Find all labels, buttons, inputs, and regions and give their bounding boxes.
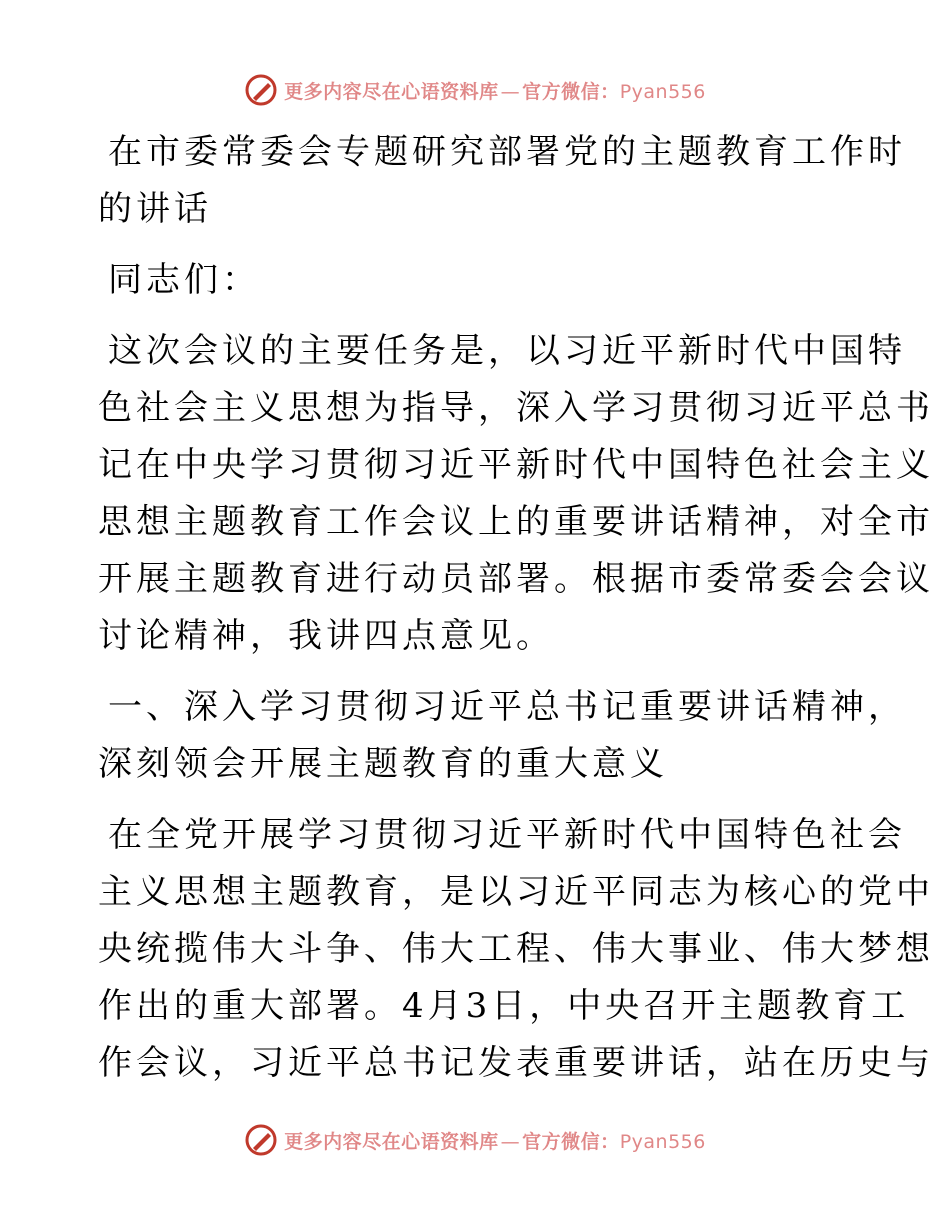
paragraph1-line-6: 讨论精神，我讲四点意见。 (98, 616, 554, 656)
paragraph2-line-5: 作会议，习近平总书记发表重要讲话，站在历史与 (98, 1043, 934, 1083)
banner-account-id: Pyan556 (619, 1130, 706, 1153)
footer-watermark-banner (0, 1120, 950, 1160)
salutation: 同志们： (108, 260, 260, 300)
banner-main-text: 更多内容尽在心语资料库 (284, 1130, 499, 1153)
banner-text (284, 77, 706, 104)
banner-account-id: Pyan556 (619, 80, 706, 103)
document-body (98, 124, 934, 1092)
paragraph1-line-2: 色社会主义思想为指导，深入学习贯彻习近平总书 (98, 388, 934, 428)
paragraph1-line-3: 记在中央学习贯彻习近平新时代中国特色社会主义 (98, 445, 934, 485)
paragraph2-line-1: 在全党开展学习贯彻习近平新时代中国特色社会 (108, 815, 906, 855)
paragraph2-line-3: 央统揽伟大斗争、伟大工程、伟大事业、伟大梦想 (98, 929, 934, 969)
banner-main-text: 更多内容尽在心语资料库 (284, 80, 499, 103)
pen-seal-icon (244, 73, 278, 107)
pen-seal-icon (244, 1123, 278, 1157)
paragraph2-line-4: 作出的重大部署。4月3日，中央召开主题教育工 (98, 986, 910, 1026)
paragraph1-line-5: 开展主题教育进行动员部署。根据市委常委会会议 (98, 559, 934, 599)
paragraph1-line-1: 这次会议的主要任务是，以习近平新时代中国特 (108, 331, 906, 371)
section1-heading-line-1: 一、深入学习贯彻习近平总书记重要讲话精神， (108, 687, 906, 727)
header-watermark-banner (0, 70, 950, 110)
banner-official-label: 官方微信： (522, 80, 620, 103)
banner-dash: — (500, 80, 521, 103)
paragraph1-line-4: 思想主题教育工作会议上的重要讲话精神，对全市 (98, 502, 934, 542)
section1-heading-line-2: 深刻领会开展主题教育的重大意义 (98, 744, 668, 784)
title-line-1: 在市委常委会专题研究部署党的主题教育工作时 (108, 132, 906, 172)
banner-dash: — (500, 1130, 521, 1153)
banner-text (284, 1127, 706, 1154)
paragraph2-line-2: 主义思想主题教育，是以习近平同志为核心的党中 (98, 872, 934, 912)
banner-official-label: 官方微信： (522, 1130, 620, 1153)
title-line-2: 的讲话 (98, 189, 212, 229)
